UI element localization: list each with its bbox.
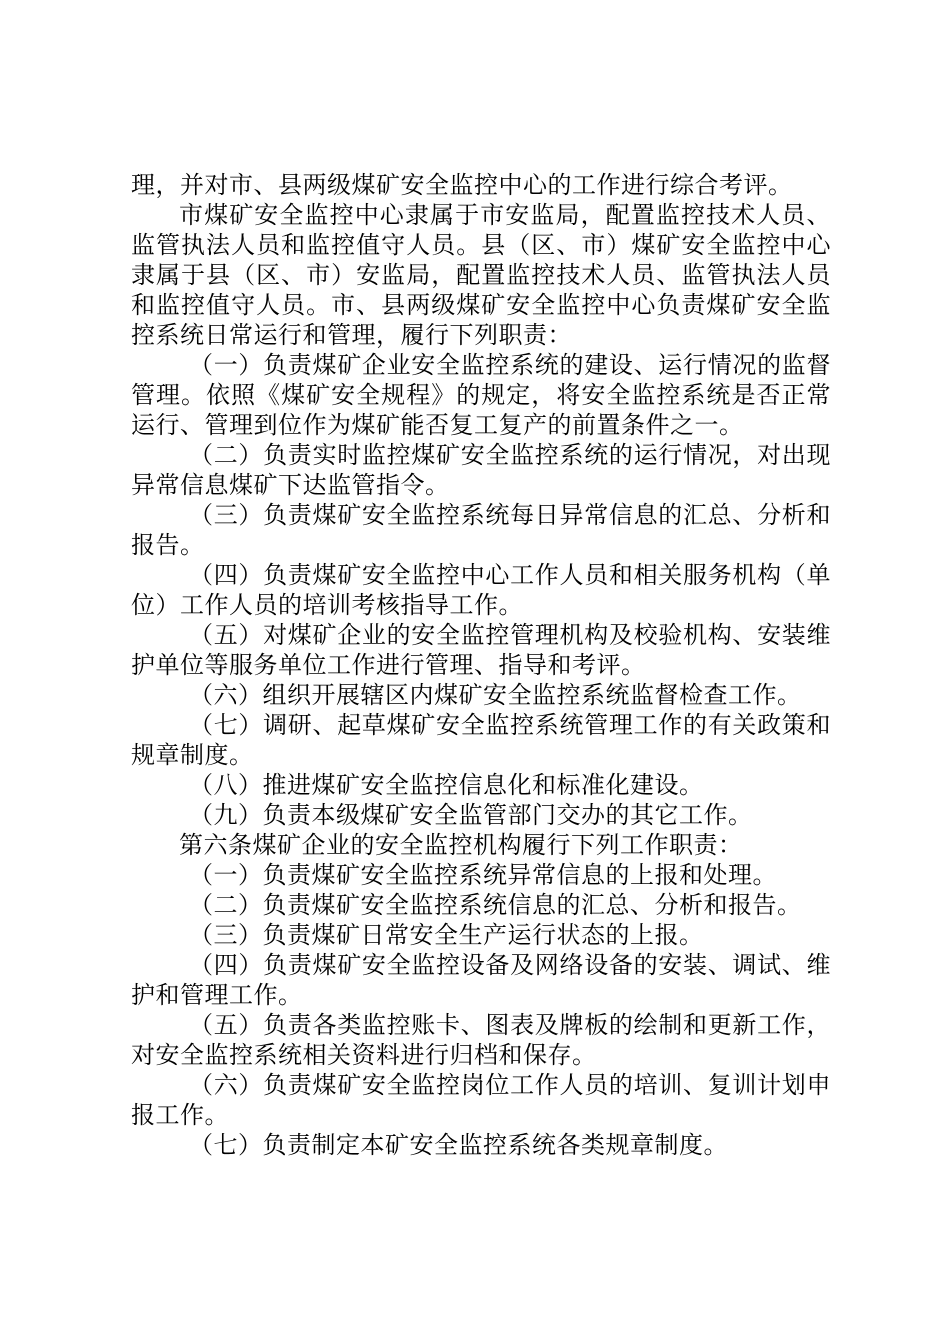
enterprise-duty-item-5: （五）负责各类监控账卡、图表及牌板的绘制和更新工作，对安全监控系统相关资料进行归档和保存。 — [131, 1011, 831, 1069]
duty-item-3: （三）负责煤矿安全监控系统每日异常信息的汇总、分析和报告。 — [131, 501, 831, 559]
enterprise-duty-item-3: （三）负责煤矿日常安全生产运行状态的上报。 — [189, 921, 704, 949]
enterprise-duty-item-1: （一）负责煤矿安全监控系统异常信息的上报和处理。 — [189, 861, 777, 889]
paragraph-monitoring-centers: 市煤矿安全监控中心隶属于市安监局，配置监控技术人员、监管执法人员和监控值守人员。县（区、市）煤矿安全监控中心隶属于县（区、市）安监局，配置监控技术人员、监管执法人员和监控值守人员。市、县两级煤矿安全监控中心负责煤矿安全监控系统日常运行和管理，履行下列职责： — [131, 201, 831, 349]
enterprise-duty-item-7: （七）负责制定本矿安全监控系统各类规章制度。 — [189, 1131, 728, 1159]
paragraph-continuation: 理，并对市、县两级煤矿安全监控中心的工作进行综合考评。 — [131, 171, 793, 199]
duty-item-9: （九）负责本级煤矿安全监管部门交办的其它工作。 — [189, 801, 753, 829]
duty-item-2: （二）负责实时监控煤矿安全监控系统的运行情况，对出现异常信息煤矿下达监管指令。 — [131, 441, 831, 499]
duty-item-6: （六）组织开展辖区内煤矿安全监控系统监督检查工作。 — [189, 681, 802, 709]
duty-item-4: （四）负责煤矿安全监控中心工作人员和相关服务机构（单位）工作人员的培训考核指导工作。 — [131, 561, 831, 619]
enterprise-duty-item-6: （六）负责煤矿安全监控岗位工作人员的培训、复训计划申报工作。 — [131, 1071, 831, 1129]
article-six-heading: 第六条煤矿企业的安全监控机构履行下列工作职责： — [179, 831, 743, 859]
document-body — [131, 170, 831, 1160]
duty-item-7: （七）调研、起草煤矿安全监控系统管理工作的有关政策和规章制度。 — [131, 711, 831, 769]
duty-item-8: （八）推进煤矿安全监控信息化和标准化建设。 — [189, 771, 704, 799]
enterprise-duty-item-4: （四）负责煤矿安全监控设备及网络设备的安装、调试、维护和管理工作。 — [131, 951, 831, 1009]
duty-item-1: （一）负责煤矿企业安全监控系统的建设、运行情况的监督管理。依照《煤矿安全规程》的规定，将安全监控系统是否正常运行、管理到位作为煤矿能否复工复产的前置条件之一。 — [131, 351, 831, 439]
duty-item-5: （五）对煤矿企业的安全监控管理机构及校验机构、安装维护单位等服务单位工作进行管理、指导和考评。 — [131, 621, 831, 679]
enterprise-duty-item-2: （二）负责煤矿安全监控系统信息的汇总、分析和报告。 — [189, 891, 802, 919]
